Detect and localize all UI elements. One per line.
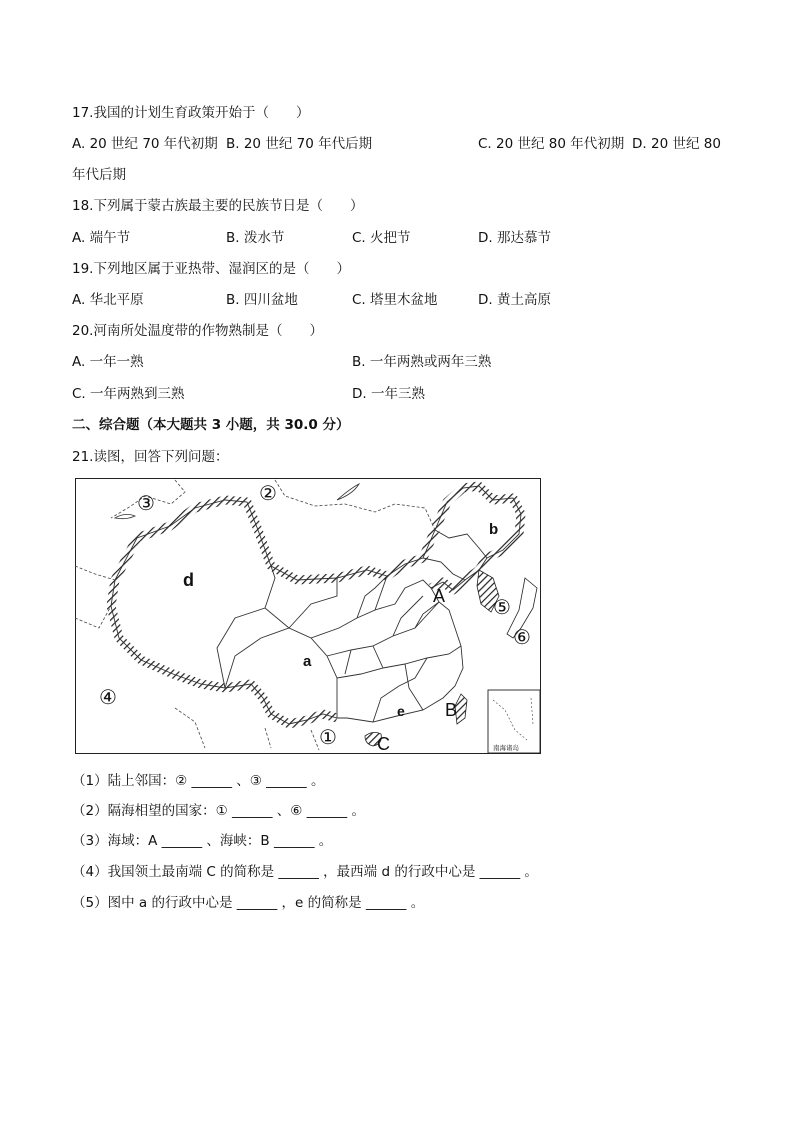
question-18-stem: 18.下列属于蒙古族最主要的民族节日是（ ） <box>72 198 364 214</box>
q17-option-c: C. 20 世纪 80 年代初期 <box>478 136 625 152</box>
inset-label: 南海诸岛 <box>493 745 519 752</box>
china-map <box>75 478 541 754</box>
label-b: b <box>489 521 499 538</box>
question-21-stem: 21.读图，回答下列问题： <box>72 449 229 465</box>
south-china-sea-inset <box>488 690 540 753</box>
label-c: C <box>377 734 390 754</box>
q21-sub-2: （2）隔海相望的国家：① ______ 、⑥ ______ 。 <box>72 803 365 819</box>
q20-option-c: C. 一年两熟到三熟 <box>72 386 185 402</box>
q20-option-d: D. 一年三熟 <box>352 386 425 402</box>
question-17-stem: 17.我国的计划生育政策开始于（ ） <box>72 105 310 121</box>
q19-option-a: A. 华北平原 <box>72 292 144 308</box>
q19-option-d: D. 黄土高原 <box>478 292 551 308</box>
label-a: a <box>303 653 312 670</box>
q17-option-d: D. 20 世纪 80 <box>632 136 721 152</box>
label-sea-a: A <box>433 586 446 606</box>
q17-option-a: A. 20 世纪 70 年代初期 <box>72 136 218 152</box>
q21-sub-5: （5）图中 a 的行政中心是 ______ ，e 的简称是 ______ 。 <box>72 895 425 911</box>
q17-option-d-continuation: 年代后期 <box>72 167 126 183</box>
section-2-heading: 二、综合题（本大题共 3 小题，共 30.0 分） <box>72 417 350 433</box>
label-neighbor-1: ① <box>319 727 337 749</box>
label-neighbor-2: ② <box>259 483 277 505</box>
question-19-stem: 19.下列地区属于亚热带、湿润区的是（ ） <box>72 261 350 277</box>
q18-option-c: C. 火把节 <box>352 230 411 246</box>
q21-sub-4: （4）我国领土最南端 C 的简称是 ______ ，最西端 d 的行政中心是 ______ 。 <box>72 864 538 880</box>
q20-option-b: B. 一年两熟或两年三熟 <box>352 354 492 370</box>
q18-option-a: A. 端午节 <box>72 230 131 246</box>
question-20-stem: 20.河南所处温度带的作物熟制是（ ） <box>72 323 323 339</box>
q21-sub-1: （1）陆上邻国：② ______ 、③ ______ 。 <box>72 773 325 789</box>
q21-sub-3: （3）海域：A ______ 、海峡：B ______ 。 <box>72 833 333 849</box>
q19-option-c: C. 塔里木盆地 <box>352 292 438 308</box>
q19-option-b: B. 四川盆地 <box>226 292 298 308</box>
label-neighbor-3: ③ <box>137 493 155 515</box>
label-d: d <box>183 570 194 590</box>
label-neighbor-4: ④ <box>99 687 117 709</box>
label-neighbor-5: ⑤ <box>493 597 511 619</box>
q17-option-b: B. 20 世纪 70 年代后期 <box>226 136 373 152</box>
label-neighbor-6: ⑥ <box>513 627 531 649</box>
q18-option-b: B. 泼水节 <box>226 230 285 246</box>
q20-option-a: A. 一年一熟 <box>72 354 144 370</box>
label-strait-b: B <box>445 700 458 720</box>
q18-option-d: D. 那达慕节 <box>478 230 551 246</box>
label-e: e <box>397 703 405 719</box>
